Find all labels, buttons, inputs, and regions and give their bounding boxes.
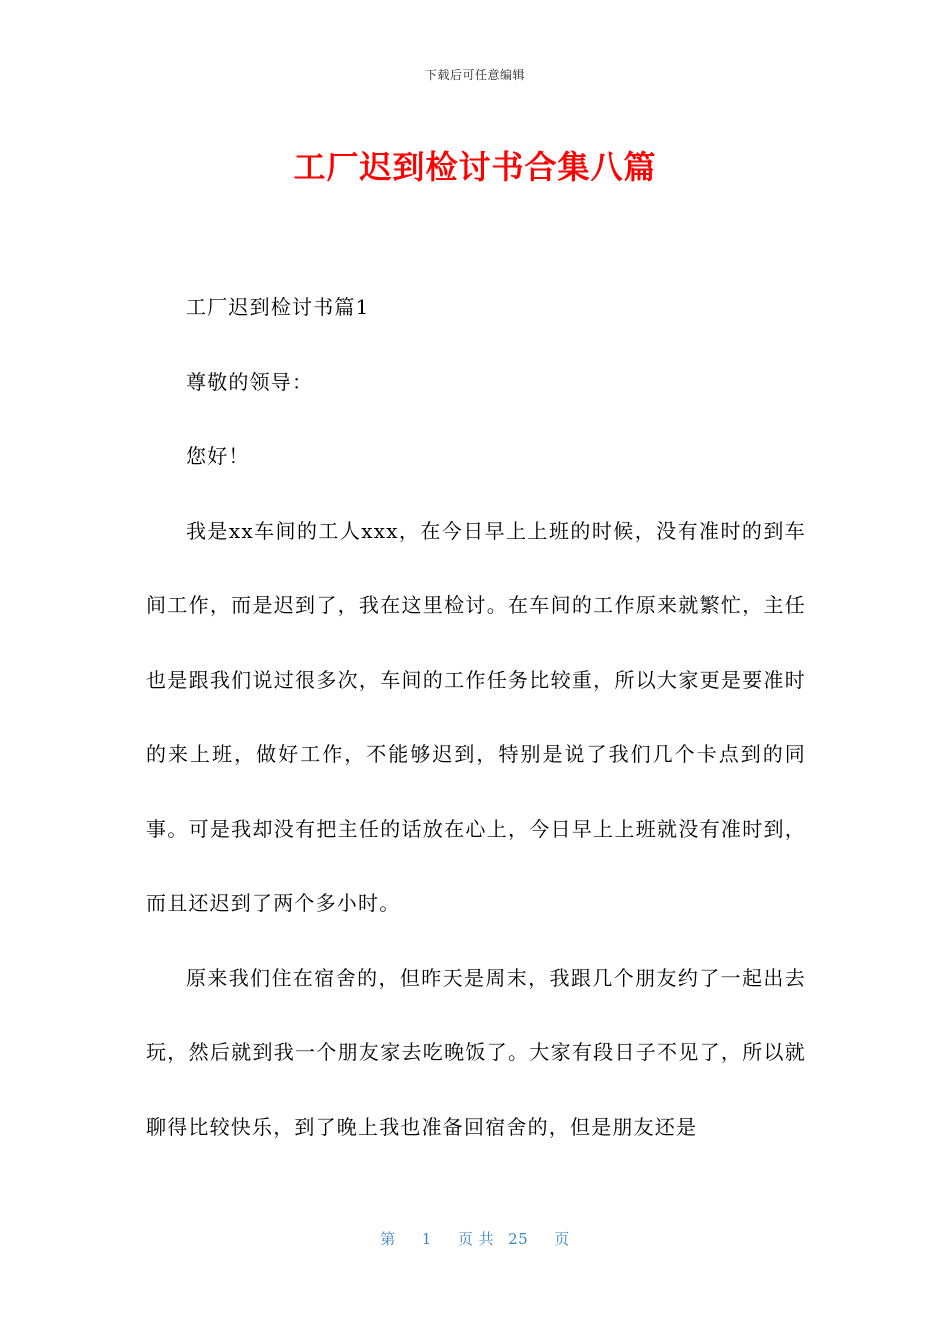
footer-page-prefix: 第 bbox=[380, 1230, 396, 1248]
page-footer bbox=[0, 1228, 950, 1249]
document-body bbox=[146, 270, 806, 1164]
footer-page-number: 1 bbox=[421, 1230, 432, 1248]
footer-page-total: 25 bbox=[508, 1230, 529, 1248]
greeting: 您好！ bbox=[186, 444, 250, 468]
footer-page-suffix: 页 bbox=[554, 1230, 570, 1248]
body-paragraph: 我是xx车间的工人xxx，在今日早上上班的时候，没有准时的到车间工作，而是迟到了，我在这里检讨。在车间的工作原来就繁忙，主任也是跟我们说过很多次，车间的工作任务比较重，所以大家更是要准时的来上班，做好工作，不能够迟到，特别是说了我们几个卡点到的同事。可是我却没有把主任的话放在心上，今日早上上班就没有准时到，而且还迟到了两个多小时。 bbox=[146, 518, 806, 915]
header-note: 下载后可任意编辑 bbox=[424, 68, 525, 82]
salutation: 尊敬的领导： bbox=[186, 369, 314, 394]
section-heading: 工厂迟到检讨书篇1 bbox=[186, 295, 370, 319]
document-title: 工厂迟到检讨书合集八篇 bbox=[293, 148, 657, 186]
footer-page-middle: 页 共 bbox=[457, 1230, 495, 1248]
body-paragraph: 原来我们住在宿舍的，但昨天是周末，我跟几个朋友约了一起出去玩，然后就到我一个朋友家去吃晚饭了。大家有段日子不见了，所以就聊得比较快乐，到了晚上我也准备回宿舍的，但是朋友还是 bbox=[146, 965, 806, 1139]
